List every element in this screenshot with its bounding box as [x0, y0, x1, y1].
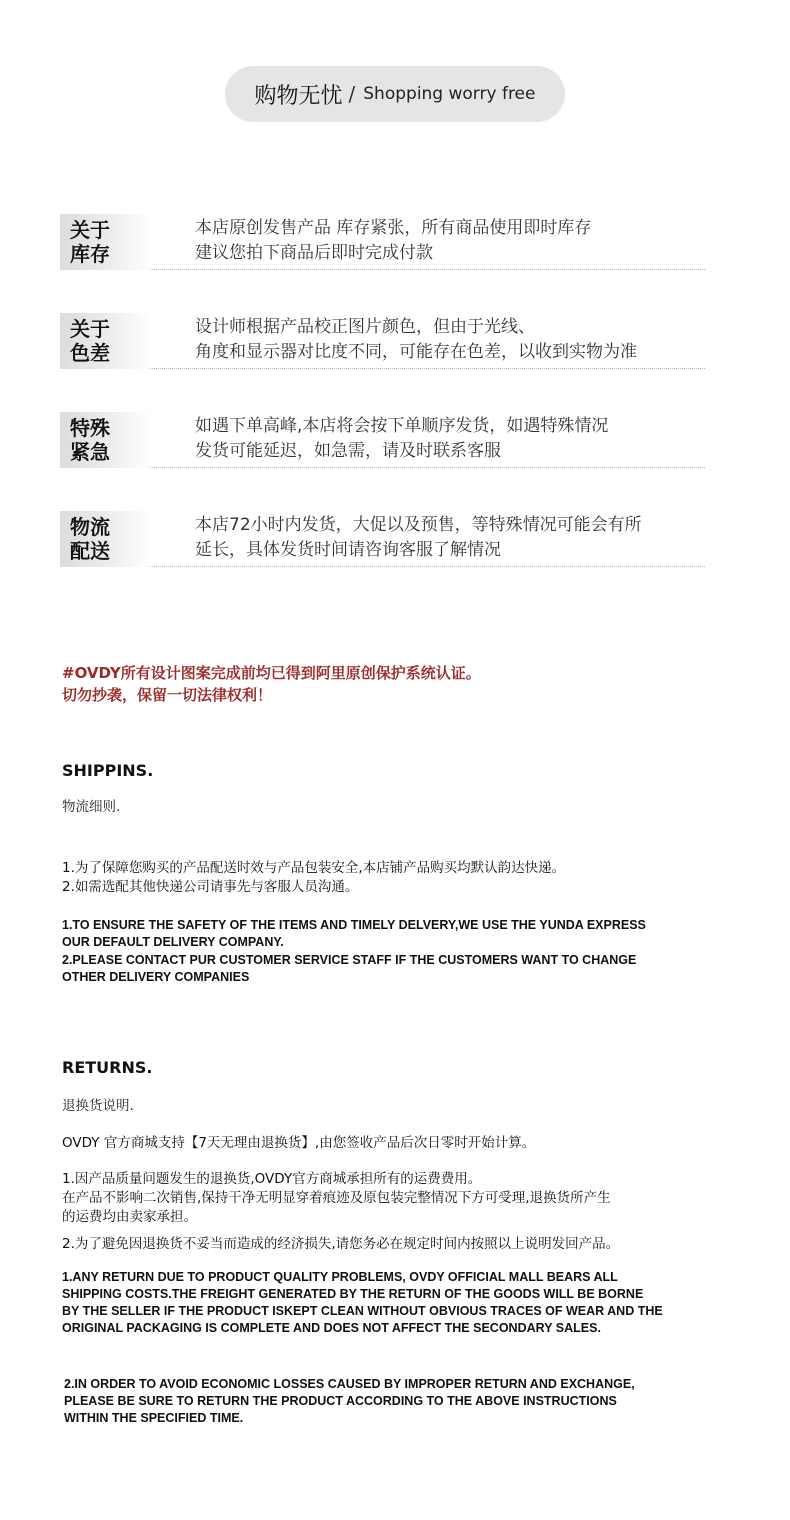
shipping-en-rule-1 — [62, 917, 646, 951]
row-tag — [60, 511, 152, 567]
row-tag-line: 色差 — [70, 341, 110, 365]
row-desc-line: 本店原创发售产品 库存紧张，所有商品使用即时库存 — [195, 218, 592, 238]
row-desc-line: 角度和显示器对比度不同，可能存在色差，以收到实物为准 — [195, 342, 637, 362]
returns-intro: OVDY 官方商城支持【7天无理由退换货】,由您签收产品后次日零时开始计算。 — [62, 1135, 536, 1151]
paragraph-line: 2.IN ORDER TO AVOID ECONOMIC LOSSES CAUSED BY IMPROPER RETURN AND EXCHANGE, — [64, 1377, 635, 1391]
row-desc-line: 设计师根据产品校正图片颜色，但由于光线、 — [195, 317, 535, 337]
row-tag-line: 物流 — [70, 515, 110, 539]
header-title-en: Shopping worry free — [363, 84, 536, 104]
paragraph-line: ORIGINAL PACKAGING IS COMPLETE AND DOES NOT AFFECT THE SECONDARY SALES. — [62, 1321, 601, 1335]
row-tag-line: 特殊 — [70, 416, 110, 440]
row-tag-line: 紧急 — [70, 440, 110, 464]
returns-cn-rule-1 — [62, 1170, 611, 1227]
info-row-logistics — [60, 511, 705, 567]
dotted-divider — [150, 368, 705, 369]
paragraph-line: 2.PLEASE CONTACT PUR CUSTOMER SERVICE STAFF IF THE CUSTOMERS WANT TO CHANGE — [62, 953, 637, 967]
row-tag-line: 库存 — [70, 242, 110, 266]
row-tag — [60, 214, 152, 270]
paragraph-line: 1.因产品质量问题发生的退换货,OVDY官方商城承担所有的运费费用。 — [62, 1171, 482, 1187]
copyright-notice — [62, 662, 481, 706]
header-title-cn: 购物无忧 — [254, 83, 343, 109]
row-description — [195, 513, 642, 563]
returns-en-rule-1 — [62, 1269, 663, 1337]
info-row-stock — [60, 214, 705, 270]
notice-line: 切勿抄袭，保留一切法律权利！ — [62, 686, 273, 704]
header-separator: / — [348, 82, 356, 106]
row-tag-line: 关于 — [70, 317, 110, 341]
paragraph-line: 1.ANY RETURN DUE TO PRODUCT QUALITY PROBLEMS, OVDY OFFICIAL MALL BEARS ALL — [62, 1270, 618, 1284]
paragraph-line: 2.如需选配其他快递公司请事先与客服人员沟通。 — [62, 879, 359, 895]
row-desc-line: 本店72小时内发货，大促以及预售，等特殊情况可能会有所 — [195, 515, 642, 535]
shipping-en-rule-2 — [62, 952, 636, 986]
row-tag — [60, 412, 152, 468]
paragraph-line: WITHIN THE SPECIFIED TIME. — [64, 1411, 244, 1425]
row-description — [195, 315, 637, 365]
paragraph-line: OUR DEFAULT DELIVERY COMPANY. — [62, 935, 284, 949]
returns-subheading: 退换货说明. — [62, 1098, 134, 1114]
header-pill — [225, 66, 565, 122]
paragraph-line: 1.为了保障您购买的产品配送时效与产品包装安全,本店铺产品购买均默认韵达快递。 — [62, 860, 566, 876]
row-description — [195, 216, 591, 266]
row-desc-line: 延长，具体发货时间请咨询客服了解情况 — [195, 540, 501, 560]
row-tag-line: 配送 — [70, 539, 110, 563]
dotted-divider — [150, 269, 705, 270]
row-tag-line: 关于 — [70, 218, 110, 242]
paragraph-line: PLEASE BE SURE TO RETURN THE PRODUCT ACCORDING TO THE ABOVE INSTRUCTIONS — [64, 1394, 617, 1408]
shipping-cn-rules — [62, 859, 565, 897]
paragraph-line: 在产品不影响二次销售,保持干净无明显穿着痕迹及原包装完整情况下方可受理,退换货所产生 — [62, 1190, 611, 1206]
row-desc-line: 发货可能延迟，如急需，请及时联系客服 — [195, 441, 501, 461]
row-description — [195, 414, 608, 464]
paragraph-line: OTHER DELIVERY COMPANIES — [62, 970, 250, 984]
dotted-divider — [150, 467, 705, 468]
notice-line: #OVDY所有设计图案完成前均已得到阿里原创保护系统认证。 — [62, 664, 481, 682]
shipping-subheading: 物流细则. — [62, 799, 121, 815]
paragraph-line: BY THE SELLER IF THE PRODUCT ISKEPT CLEAN WITHOUT OBVIOUS TRACES OF WEAR AND THE — [62, 1304, 663, 1318]
paragraph-line: 的运费均由卖家承担。 — [62, 1209, 197, 1225]
dotted-divider — [150, 566, 705, 567]
returns-heading: RETURNS. — [62, 1058, 153, 1077]
shipping-heading: SHIPPINS. — [62, 761, 154, 780]
paragraph-line: SHIPPING COSTS.THE FREIGHT GENERATED BY THE RETURN OF THE GOODS WILL BE BORNE — [62, 1287, 644, 1301]
info-row-special — [60, 412, 705, 468]
row-desc-line: 建议您拍下商品后即时完成付款 — [195, 243, 433, 263]
row-desc-line: 如遇下单高峰,本店将会按下单顺序发货，如遇特殊情况 — [195, 416, 609, 436]
returns-en-rule-2 — [64, 1376, 635, 1427]
info-row-color-diff — [60, 313, 705, 369]
returns-cn-rule-2: 2.为了避免因退换货不妥当而造成的经济损失,请您务必在规定时间内按照以上说明发回产品。 — [62, 1236, 620, 1252]
row-tag — [60, 313, 152, 369]
paragraph-line: 1.TO ENSURE THE SAFETY OF THE ITEMS AND TIMELY DELVERY,WE USE THE YUNDA EXPRESS — [62, 918, 646, 932]
